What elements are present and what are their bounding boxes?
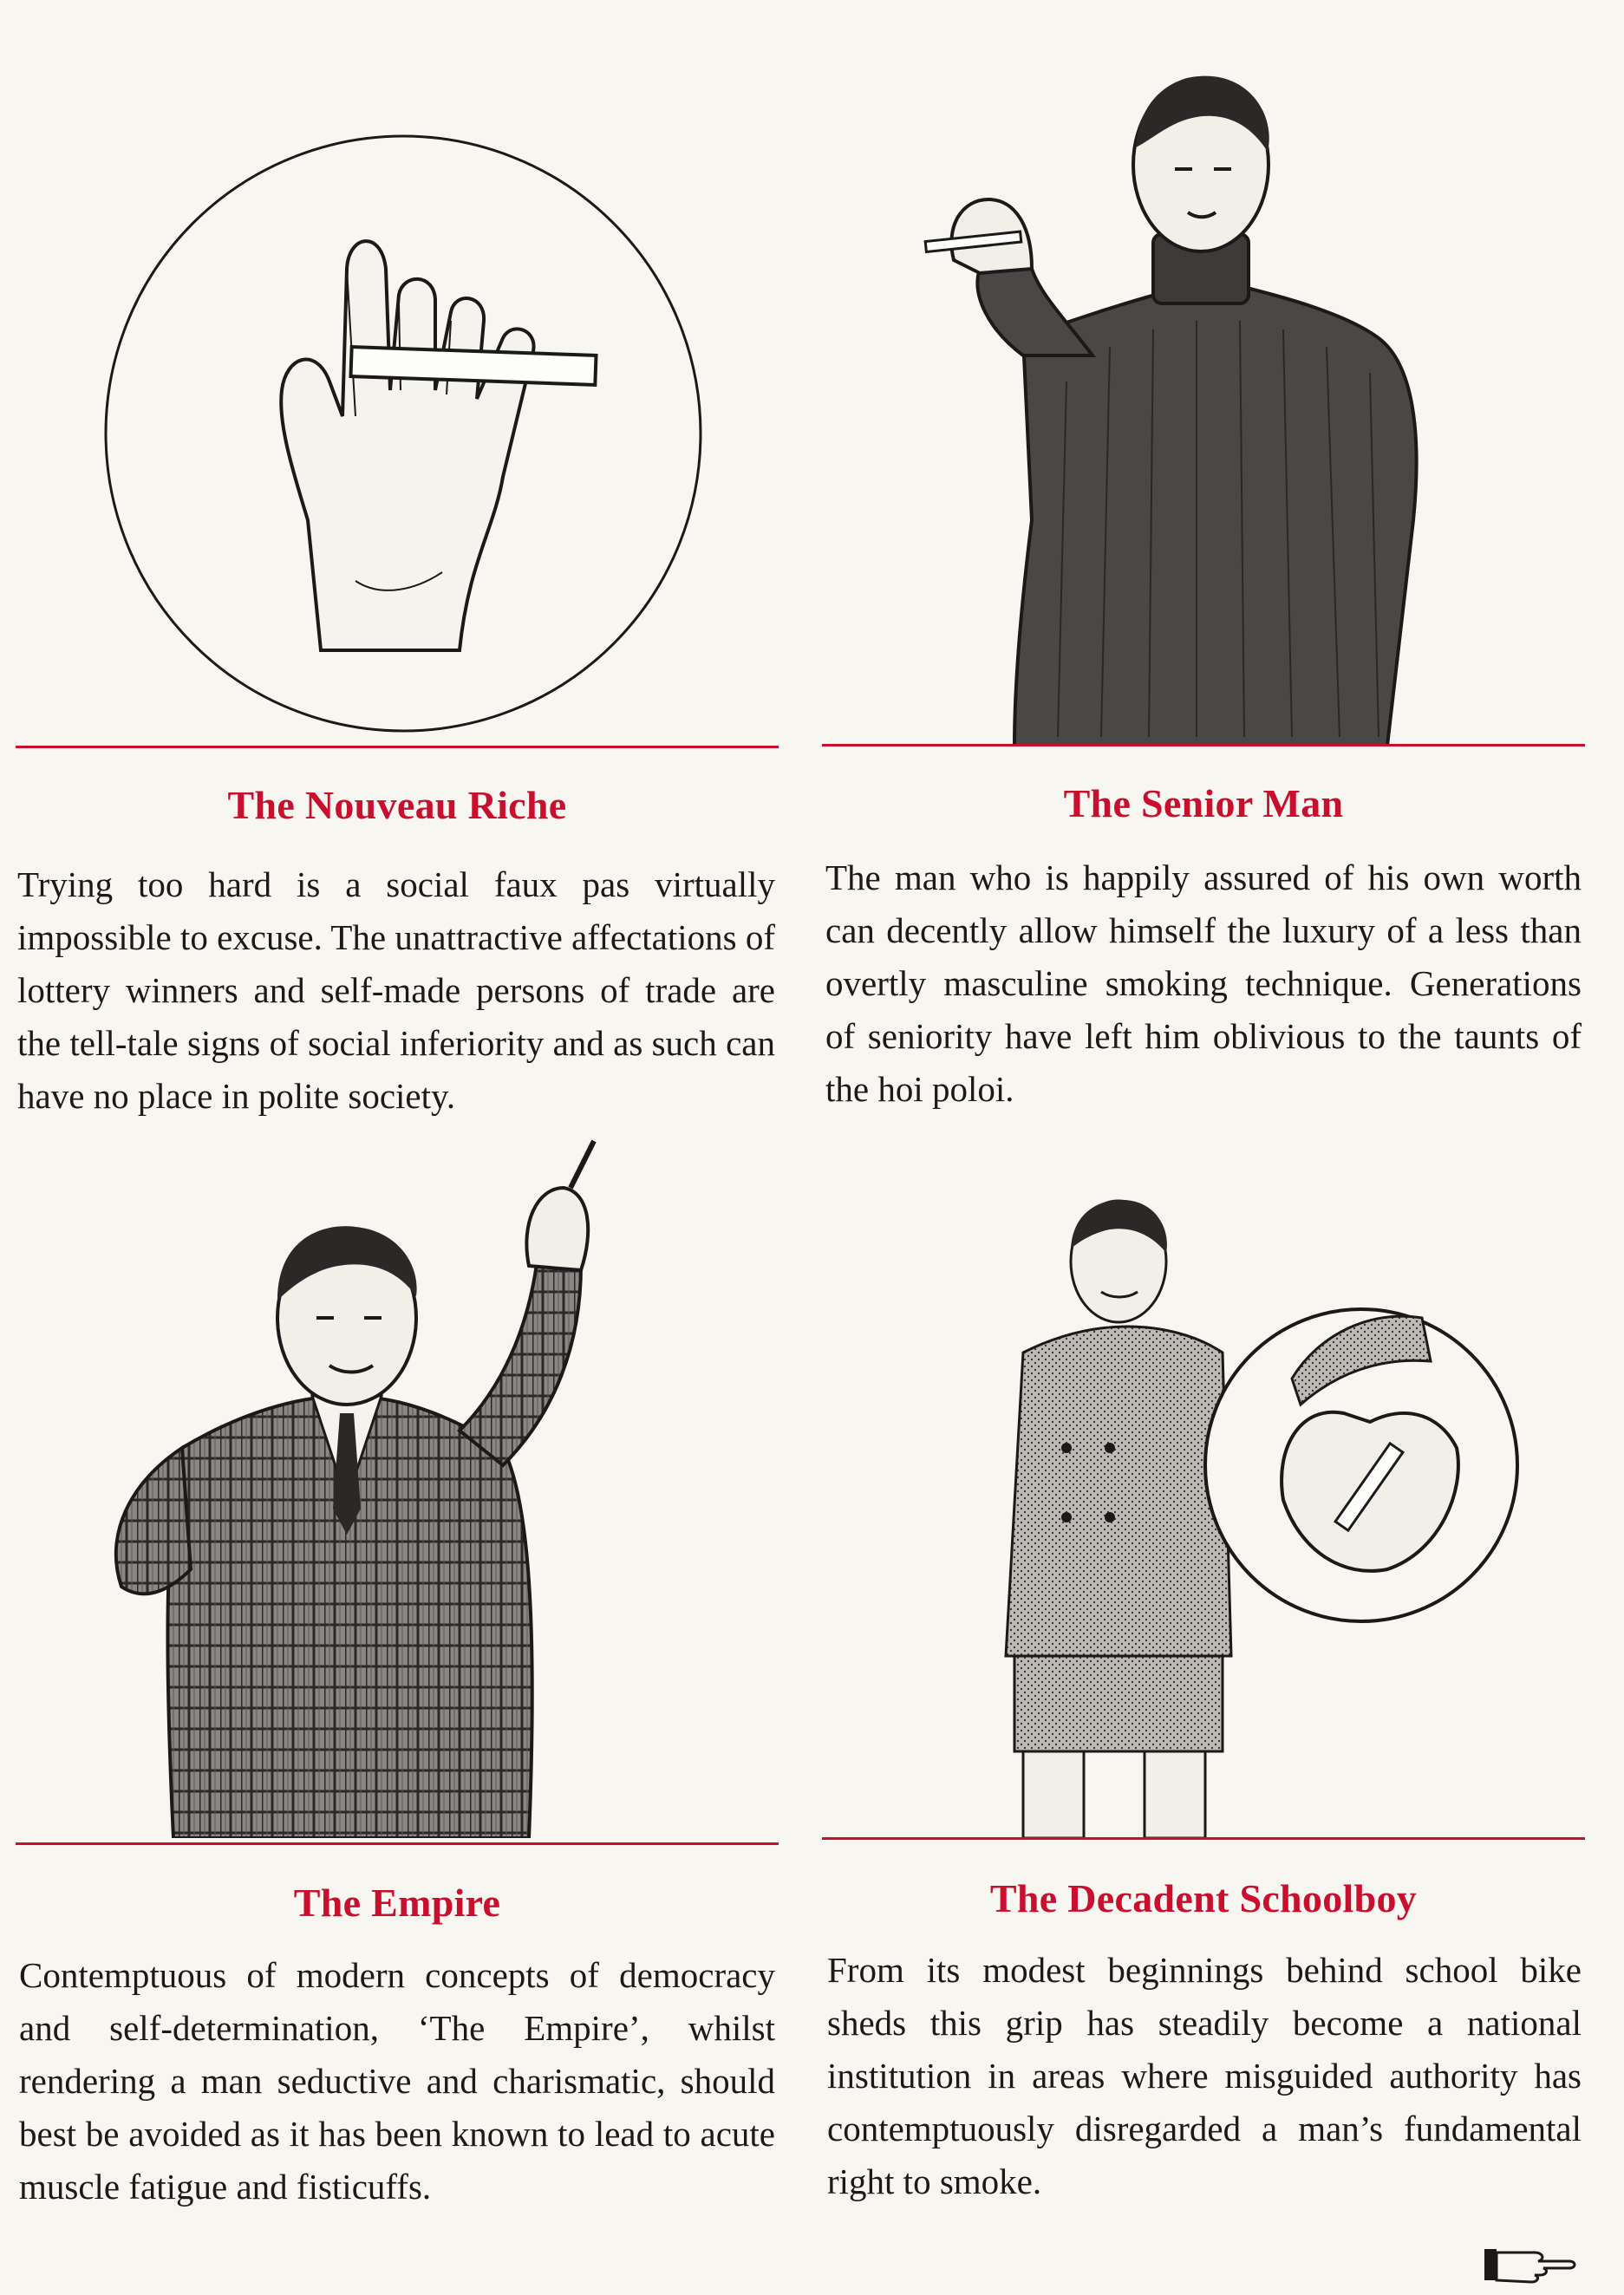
man-in-plaid-suit-raising-cigarette-illustration	[95, 1136, 650, 1838]
red-divider-rule	[822, 744, 1585, 747]
schoolboy-with-hand-inset-illustration	[971, 1188, 1535, 1838]
panel-text-nouveau-riche: Trying too hard is a social faux pas virtually impossible to excuse. The unattractive affectations of lottery winners and self-made persons of trade are the tell-tale signs of social inferiority and as such can have no place in polite society.	[17, 864, 776, 1116]
red-divider-rule	[16, 1842, 779, 1845]
red-divider-rule	[822, 1837, 1585, 1840]
man-in-sweater-smoking-illustration	[893, 69, 1483, 746]
panel-title-nouveau-riche: The Nouveau Riche	[227, 783, 567, 827]
panel-title-senior-man: The Senior Man	[1063, 781, 1344, 825]
panel-text-senior-man: The man who is happily assured of his own worth can decently allow himself the luxury of a less than overtly masculine smoking technique. Generations of seniority have left him oblivious to the taunts of the hoi poloi.	[825, 857, 1582, 1109]
panel-title-empire: The Empire	[293, 1881, 501, 1925]
red-divider-rule	[16, 746, 779, 748]
panel-text-empire: Contemptuous of modern concepts of democracy and self-determination, ‘The Empire’, whilst rendering a man seductive and charismatic, should best be avoided as it has been known to lead to acute muscle fatigue and fisticuffs.	[19, 1955, 775, 2207]
pointing-hand-icon	[1483, 2244, 1578, 2285]
hand-holding-cigarette-illustration	[95, 130, 711, 737]
panel-text-decadent-schoolboy: From its modest beginnings behind school bike sheds this grip has steadily become a national institution in areas where misguided authority has contemptuously disregarded a man’s fundamental right to smoke.	[827, 1950, 1582, 2201]
panel-title-decadent-schoolboy: The Decadent Schoolboy	[989, 1876, 1418, 1920]
